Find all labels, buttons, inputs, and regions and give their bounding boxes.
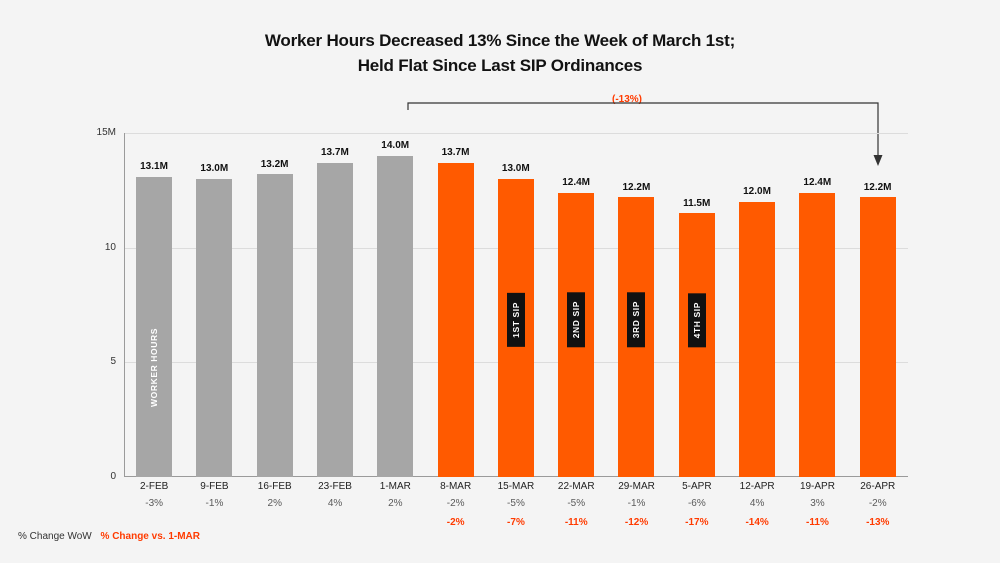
x-label-group-6 bbox=[486, 481, 546, 528]
x-label-date-9: 5-APR bbox=[682, 481, 712, 492]
bar-value-26-apr: 12.2M bbox=[863, 181, 892, 193]
bar-19-apr[interactable] bbox=[799, 193, 835, 477]
bar-slot-6 bbox=[498, 133, 534, 477]
chart-legend bbox=[18, 531, 200, 542]
bar-slot-9 bbox=[679, 133, 715, 477]
bar-value-9-feb: 13.0M bbox=[200, 163, 229, 175]
bar-2-feb[interactable] bbox=[136, 177, 172, 477]
x-label-group-2 bbox=[245, 481, 305, 517]
x-label-vs-10: -14% bbox=[745, 517, 769, 528]
bar-value-19-apr: 12.4M bbox=[803, 177, 832, 188]
x-label-vs-9: -17% bbox=[685, 517, 709, 528]
bar-value-15-mar: 13.0M bbox=[501, 163, 530, 175]
bar-value-5-apr: 11.5M bbox=[683, 197, 711, 209]
x-label-date-11: 19-APR bbox=[799, 481, 835, 492]
annotation-total-change: (-13%) bbox=[612, 94, 643, 105]
bar-slot-10 bbox=[739, 133, 775, 477]
y-tick-0: 0 bbox=[110, 471, 116, 482]
in-bar-label-4th-sip: 4TH SIP bbox=[688, 293, 706, 347]
x-label-date-12: 26-APR bbox=[860, 481, 896, 492]
chart-title bbox=[0, 28, 1000, 78]
bar-value-8-mar: 13.7M bbox=[441, 147, 470, 159]
x-label-group-0 bbox=[124, 481, 184, 517]
x-label-vs-12: -13% bbox=[866, 517, 890, 528]
x-label-group-8 bbox=[606, 481, 666, 528]
x-label-group-5 bbox=[426, 481, 486, 528]
x-label-group-4 bbox=[365, 481, 425, 517]
bar-slot-12 bbox=[860, 133, 896, 477]
legend-item-vs-1mar: % Change vs. 1-MAR bbox=[100, 531, 200, 542]
x-label-date-8: 29-MAR bbox=[618, 481, 655, 492]
legend-item-wow: % Change WoW bbox=[18, 531, 92, 542]
x-label-vs-6: -7% bbox=[507, 517, 525, 528]
x-label-wow-12: -2% bbox=[868, 498, 887, 509]
x-label-vs-11: -11% bbox=[806, 517, 829, 528]
x-label-group-12 bbox=[848, 481, 908, 528]
bars-group bbox=[124, 133, 908, 477]
x-label-wow-3: 4% bbox=[327, 498, 343, 509]
x-label-date-7: 22-MAR bbox=[557, 481, 595, 492]
bar-slot-11 bbox=[799, 133, 835, 477]
bar-8-mar[interactable] bbox=[438, 163, 474, 477]
x-label-vs-5: -2% bbox=[446, 517, 465, 528]
x-label-date-5: 8-MAR bbox=[440, 481, 472, 492]
x-label-wow-8: -1% bbox=[627, 498, 646, 509]
bar-26-apr[interactable] bbox=[860, 197, 896, 477]
x-label-wow-1: -1% bbox=[205, 498, 224, 509]
bar-23-feb[interactable] bbox=[317, 163, 353, 477]
x-label-wow-4: 2% bbox=[388, 498, 403, 509]
x-label-group-10 bbox=[727, 481, 787, 528]
x-label-vs-8: -12% bbox=[624, 517, 649, 528]
bar-slot-8 bbox=[618, 133, 654, 477]
x-label-wow-10: 4% bbox=[749, 498, 765, 509]
chart-title-line-1: Worker Hours Decreased 13% Since the Week of March 1st; bbox=[264, 31, 736, 50]
x-label-group-7 bbox=[546, 481, 606, 528]
bar-slot-1 bbox=[196, 133, 232, 477]
bar-slot-4 bbox=[377, 133, 413, 477]
bar-16-feb[interactable] bbox=[257, 174, 293, 477]
y-tick-15M: 15M bbox=[96, 127, 116, 138]
y-tick-5: 5 bbox=[110, 356, 116, 368]
x-label-wow-11: 3% bbox=[810, 498, 825, 509]
in-bar-label-worker-hours: WORKER HOURS bbox=[149, 328, 159, 407]
bar-slot-2 bbox=[257, 133, 293, 477]
chart-title-line-2: Held Flat Since Last SIP Ordinances bbox=[357, 56, 643, 75]
x-label-date-1: 9-FEB bbox=[200, 481, 229, 492]
bar-value-16-feb: 13.2M bbox=[260, 158, 289, 170]
x-label-wow-9: -6% bbox=[687, 498, 706, 509]
y-tick-10: 10 bbox=[104, 241, 116, 253]
bar-value-23-feb: 13.7M bbox=[320, 147, 349, 159]
x-label-group-3 bbox=[305, 481, 365, 517]
x-label-group-1 bbox=[184, 481, 244, 517]
bar-value-29-mar: 12.2M bbox=[622, 181, 651, 193]
x-label-group-11 bbox=[787, 481, 847, 528]
bar-12-apr[interactable] bbox=[739, 202, 775, 477]
bar-slot-5 bbox=[438, 133, 474, 477]
in-bar-label-3rd-sip: 3RD SIP bbox=[627, 292, 645, 347]
bar-slot-3 bbox=[317, 133, 353, 477]
bar-value-12-apr: 12.0M bbox=[743, 186, 771, 198]
x-label-date-0: 2-FEB bbox=[139, 481, 169, 492]
x-label-wow-5: -2% bbox=[446, 498, 465, 509]
x-label-vs-7: -11% bbox=[564, 517, 588, 528]
bar-9-feb[interactable] bbox=[196, 179, 232, 477]
in-bar-label-2nd-sip: 2ND SIP bbox=[567, 292, 585, 347]
bar-slot-7 bbox=[558, 133, 594, 477]
bar-value-1-mar: 14.0M bbox=[381, 140, 410, 152]
x-label-wow-0: -3% bbox=[145, 498, 164, 509]
bar-slot-0 bbox=[136, 133, 172, 477]
bar-1-mar[interactable] bbox=[377, 156, 413, 477]
x-label-date-10: 12-APR bbox=[739, 481, 775, 492]
bar-value-2-feb: 13.1M bbox=[140, 161, 168, 172]
in-bar-label-1st-sip: 1ST SIP bbox=[507, 293, 525, 347]
x-label-date-4: 1-MAR bbox=[379, 481, 411, 492]
x-label-date-2: 16-FEB bbox=[257, 481, 292, 492]
x-label-wow-7: -5% bbox=[567, 498, 586, 509]
bar-value-22-mar: 12.4M bbox=[562, 177, 590, 188]
x-label-wow-2: 2% bbox=[267, 498, 282, 509]
x-label-group-9 bbox=[667, 481, 727, 528]
x-label-wow-6: -5% bbox=[507, 498, 525, 509]
x-label-date-6: 15-MAR bbox=[497, 481, 535, 492]
x-label-date-3: 23-FEB bbox=[318, 481, 352, 492]
